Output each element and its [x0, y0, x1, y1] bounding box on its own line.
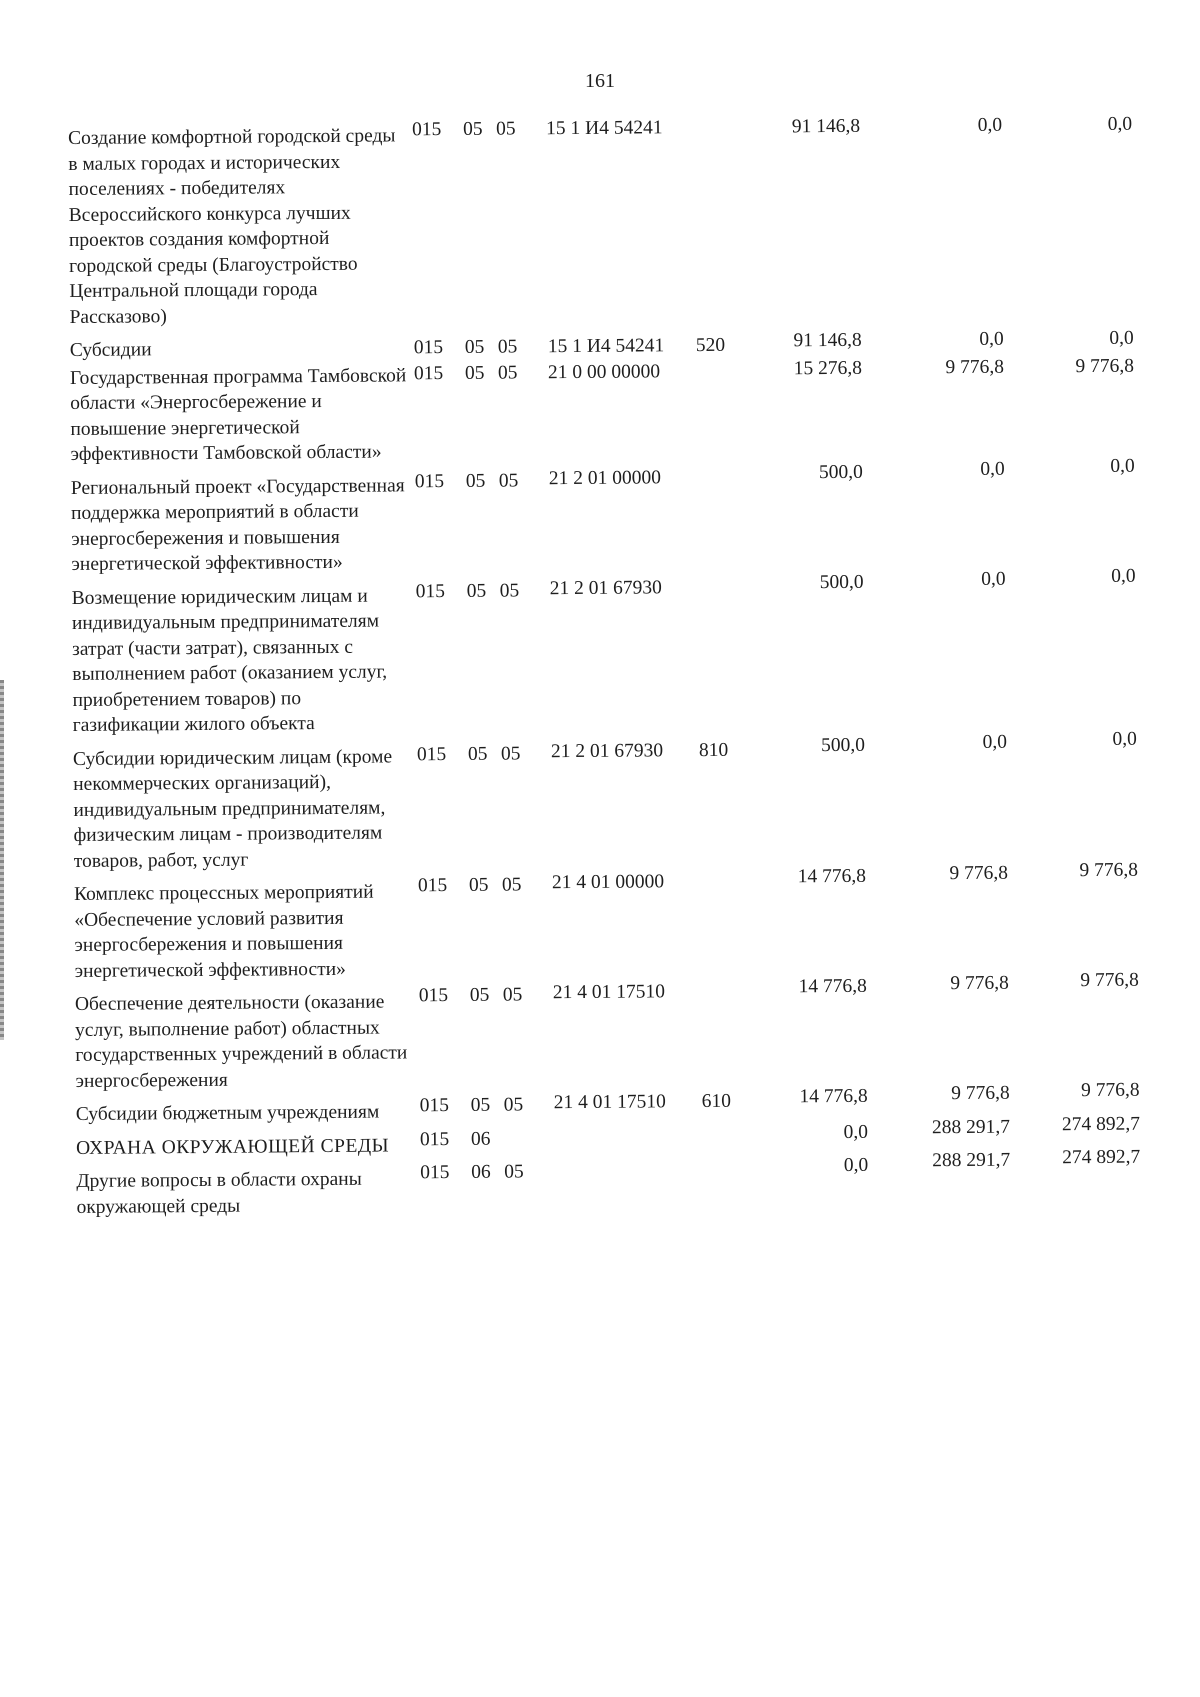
cell-value-2: 288 291,7: [932, 1149, 1011, 1172]
cell-value-3: 9 776,8: [1081, 1079, 1140, 1102]
cell-value-1: 500,0: [819, 571, 864, 593]
cell-value-1: 0,0: [843, 1121, 869, 1143]
cell-value-3: 274 892,7: [1061, 1113, 1140, 1135]
cell-value-1: 91 146,8: [791, 115, 861, 138]
cell-pr: 05: [500, 742, 521, 765]
cell-ved: 015: [419, 1095, 450, 1117]
cell-value-2: 0,0: [979, 328, 1004, 350]
cell-csr: 21 2 01 67930: [549, 576, 662, 599]
cell-rz: 05: [467, 743, 488, 765]
cell-value-2: 0,0: [977, 114, 1003, 136]
cell-pr: 05: [499, 579, 520, 602]
cell-value-1: 500,0: [820, 734, 865, 756]
cell-value-1: 14 776,8: [797, 865, 867, 888]
cell-value-1: 91 146,8: [793, 329, 862, 352]
cell-value-2: 0,0: [982, 731, 1007, 753]
cell-csr: 21 2 01 00000: [548, 466, 662, 489]
scan-edge-artifact: [0, 680, 4, 1040]
table-row: [74, 969, 1176, 1094]
cell-pr: 05: [497, 361, 518, 384]
cell-ved: 015: [418, 985, 449, 1007]
cell-pr: 05: [501, 874, 522, 896]
table-row: [71, 565, 1173, 739]
cell-ved: 015: [413, 362, 444, 384]
cell-value-2: 0,0: [980, 458, 1005, 480]
cell-value-1: 0,0: [843, 1154, 869, 1176]
cell-name: Возмещение юридическим лицам и индивидуальным предпринимателям затрат (части затрат), связанных с выполнением работ (оказанием услуг, приобретением товаров) по газификации жилого объекта: [71, 585, 388, 736]
cell-pr: 05: [495, 118, 516, 140]
cell-rz: 05: [462, 118, 483, 140]
table-row: [75, 1079, 1176, 1127]
cell-csr: 21 4 01 17510: [552, 981, 666, 1004]
cell-csr: 21 0 00 00000: [547, 360, 661, 383]
cell-name: Обеспечение деятельности (оказание услуг, выполнение работ) областных государственных учреждений в области энергосбережения: [74, 991, 408, 1092]
cell-rz: 06: [471, 1161, 491, 1183]
cell-value-1: 14 776,8: [798, 975, 867, 998]
cell-value-1: 15 276,8: [793, 357, 863, 379]
cell-pr: 05: [498, 469, 519, 492]
cell-rz: 05: [468, 874, 489, 896]
cell-name: Государственная программа Тамбовской области «Энергосбережение и повышение энергетической эффективности Тамбовской области»: [69, 364, 407, 465]
cell-value-2: 9 776,8: [945, 356, 1005, 378]
cell-value-2: 9 776,8: [950, 972, 1009, 995]
cell-name: Другие вопросы в области охраны окружающей среды: [76, 1168, 362, 1218]
cell-rz: 05: [464, 362, 485, 384]
cell-name: Комплекс процессных мероприятий «Обеспечение условий развития энергосбережения и повышения энергетической эффективности»: [73, 881, 374, 982]
cell-value-3: 274 892,7: [1062, 1146, 1141, 1169]
cell-value-2: 288 291,7: [931, 1116, 1011, 1138]
cell-rz: 06: [470, 1128, 491, 1150]
cell-value-2: 9 776,8: [949, 862, 1009, 885]
cell-value-1: 500,0: [818, 461, 863, 483]
cell-name: Субсидии бюджетным учреждениям: [75, 1101, 380, 1125]
cell-value-2: 9 776,8: [951, 1082, 1010, 1105]
table-row: [70, 357, 1171, 468]
cell-value-3: 0,0: [1109, 327, 1134, 349]
cell-ved: 015: [416, 743, 447, 765]
budget-table: [68, 113, 1177, 1220]
cell-ved: 015: [411, 119, 442, 141]
cell-name: Создание комфортной городской среды в малых городах и исторических поселениях - победителях Всероссийского конкурса лучших проектов создания комфортной городской среды (Благоустройство Центральной площади города Рассказово): [68, 125, 396, 328]
table-row: [73, 859, 1175, 984]
cell-value-3: 9 776,8: [1080, 969, 1139, 992]
cell-rz: 05: [465, 470, 486, 492]
cell-rz: 05: [464, 336, 485, 358]
cell-ved: 015: [419, 1128, 450, 1150]
cell-pr: 05: [502, 984, 523, 1006]
cell-vr: 610: [701, 1090, 732, 1113]
page-number: 161: [585, 70, 615, 92]
cell-ved: 015: [417, 875, 448, 897]
cell-value-3: 0,0: [1111, 565, 1136, 587]
cell-name: Субсидии юридическим лицам (кроме некоммерческих организаций), индивидуальным предпринимателям, физическим лицам - производителям товаров, работ, услуг: [72, 745, 393, 872]
table-row: [68, 113, 1170, 330]
cell-pr: 05: [503, 1094, 524, 1116]
cell-ved: 015: [420, 1162, 450, 1184]
cell-pr: 05: [497, 336, 518, 358]
cell-rz: 05: [466, 580, 487, 602]
cell-pr: 05: [504, 1161, 524, 1183]
table-row: [72, 728, 1174, 874]
cell-vr: 520: [695, 334, 726, 357]
cell-csr: 21 4 01 17510: [553, 1091, 666, 1114]
cell-csr: 15 1 И4 54241: [545, 117, 663, 140]
cell-value-3: 9 776,8: [1079, 859, 1138, 882]
cell-value-3: 0,0: [1110, 455, 1135, 477]
cell-name: Региональный проект «Государственная поддержка мероприятий в области энергосбережения и повышения энергетической эффективности»: [70, 474, 405, 575]
cell-ved: 015: [415, 580, 446, 602]
cell-value-3: 0,0: [1112, 728, 1137, 750]
cell-rz: 05: [470, 1094, 491, 1116]
table-row: [70, 455, 1172, 578]
cell-ved: 015: [413, 337, 444, 359]
cell-vr: 810: [698, 739, 729, 761]
cell-csr: 15 1 И4 54241: [547, 335, 665, 358]
cell-value-3: 0,0: [1107, 113, 1133, 135]
cell-name: Субсидии: [69, 339, 152, 361]
cell-csr: 21 2 01 67930: [550, 739, 664, 762]
cell-value-2: 0,0: [981, 568, 1006, 590]
cell-rz: 05: [469, 984, 490, 1006]
cell-csr: 21 4 01 00000: [551, 871, 665, 894]
cell-name: ОХРАНА ОКРУЖАЮЩЕЙ СРЕДЫ: [75, 1135, 390, 1159]
cell-value-1: 14 776,8: [799, 1085, 868, 1108]
cell-value-3: 9 776,8: [1075, 355, 1135, 377]
cell-ved: 015: [414, 470, 445, 492]
